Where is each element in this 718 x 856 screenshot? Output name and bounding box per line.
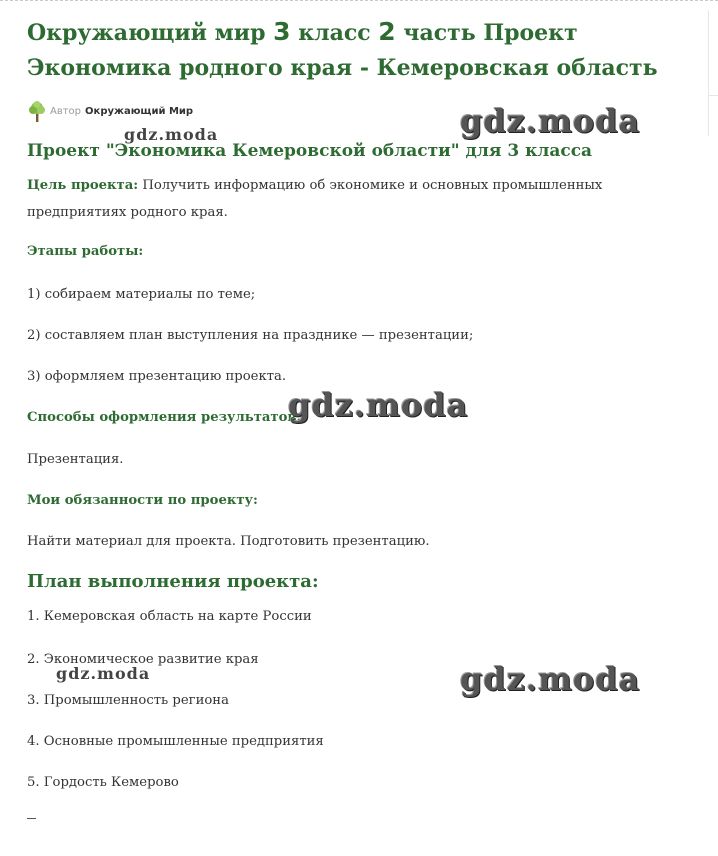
watermark: gdz.moda — [460, 102, 641, 140]
goal-label: Цель проекта: — [27, 178, 139, 193]
plan-item: 4. Основные промышленные предприятия — [27, 734, 324, 749]
plan-heading: План выполнения проекта: — [27, 571, 319, 592]
goal-text: Получить информацию об экономике и основных промышленных предприятиях родного края. — [27, 178, 603, 220]
page-title — [27, 14, 687, 86]
methods-text: Презентация. — [27, 452, 124, 467]
methods-label: Способы оформления результатов: — [27, 410, 302, 425]
tree-icon — [27, 100, 47, 122]
title-grade-number: 3 — [273, 17, 291, 46]
top-divider — [0, 0, 718, 5]
title-part-1: Окружающий мир — [27, 20, 274, 46]
title-part-number: 2 — [378, 17, 396, 46]
stage-item: 1) собираем материалы по теме; — [27, 287, 256, 302]
watermark: gdz.moda — [56, 664, 151, 683]
author-meta — [27, 100, 193, 122]
watermark: gdz.moda — [124, 125, 219, 144]
stage-item: 2) составляем план выступления на празднике — презентации; — [27, 328, 474, 343]
project-goal — [27, 172, 677, 226]
duties-label: Мои обязанности по проекту: — [27, 493, 258, 508]
watermark: gdz.moda — [288, 386, 469, 424]
watermark: gdz.moda — [460, 660, 641, 698]
stages-heading — [27, 238, 677, 265]
sidebar-edge-box — [708, 95, 718, 136]
duties-heading — [27, 487, 677, 514]
duties-text: Найти материал для проекта. Подготовить презентацию. — [27, 534, 430, 549]
plan-item: 2. Экономическое развитие края — [27, 652, 259, 667]
article-subtitle: Проект "Экономика Кемеровской области" для 3 класса — [27, 141, 593, 161]
stages-label: Этапы работы: — [27, 244, 144, 259]
trailing-dash — [27, 818, 36, 819]
plan-item: 5. Гордость Кемерово — [27, 775, 179, 790]
plan-item: 1. Кемеровская область на карте России — [27, 609, 312, 624]
author-label: Автор — [50, 105, 82, 117]
plan-item: 3. Промышленность региона — [27, 693, 229, 708]
stage-item: 3) оформляем презентацию проекта. — [27, 369, 287, 384]
title-part-3: часть Проект Экономика родного края - Кемеровская область — [27, 20, 658, 81]
title-part-2: класс — [290, 20, 379, 46]
author-link[interactable]: Окружающий Мир — [85, 105, 194, 117]
